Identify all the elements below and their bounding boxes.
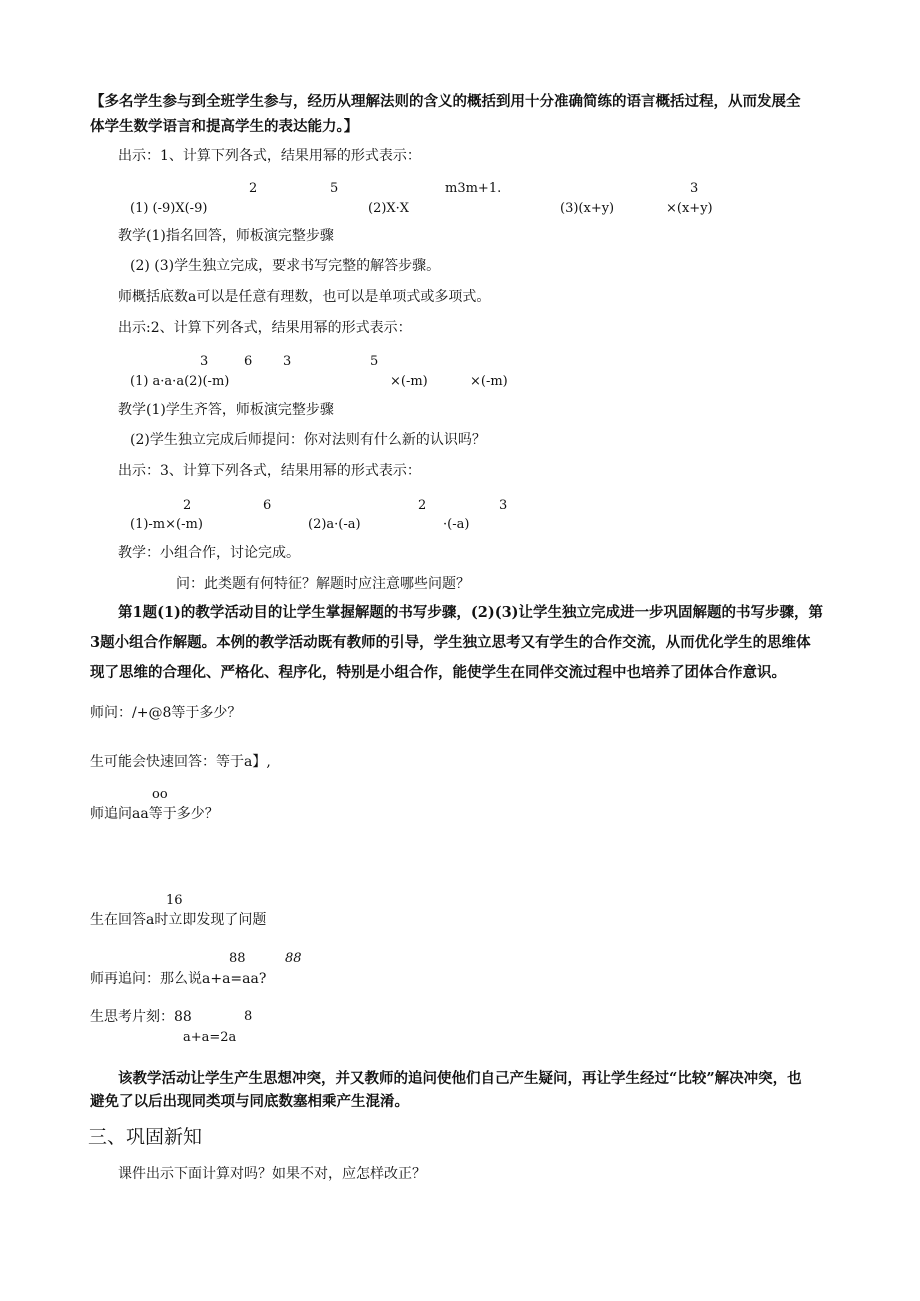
- exercise-3-exponent: 2: [418, 498, 427, 513]
- exercise-2-teaching-1: 教学(1)学生齐答，师板演完整步骤: [118, 402, 334, 418]
- intro-line-1: 【多名学生参与到全班学生参与，经历从理解法则的含义的概括到用十分准确简练的语言概括过程，从而发展全: [90, 93, 801, 110]
- exercise-2-exponent: 3: [283, 354, 292, 369]
- exercise-2-item-3: ×(-m): [470, 374, 508, 389]
- student-thinking: 生思考片刻：88: [90, 1009, 192, 1025]
- exercise-3-item-3: ·(-a): [443, 517, 470, 532]
- exercise-1-teaching-3: 师概括底数a可以是任意有理数，也可以是单项式或多项式。: [118, 289, 491, 305]
- exercise-2-exponent: 3: [200, 354, 209, 369]
- exercise-1-item-1: (1) (-9)X(-9): [130, 201, 208, 216]
- superscript-16: 16: [166, 893, 183, 908]
- exercise-3-exponent: 3: [499, 498, 508, 513]
- superscript-88: 88: [229, 951, 246, 966]
- exercise-1-exponent: 3: [690, 181, 699, 196]
- exercise-2-item-2: ×(-m): [390, 374, 428, 389]
- exercise-1-teaching-2: (2) (3)学生独立完成，要求书写完整的解答步骤。: [130, 258, 441, 274]
- exercise-2-exponent: 5: [370, 354, 379, 369]
- section-text: 课件出示下面计算对吗？如果不对，应怎样改正？: [118, 1166, 426, 1182]
- exercise-2-teaching-2: (2)学生独立完成后师提问：你对法则有什么新的认识吗？: [130, 432, 486, 448]
- student-answer-1: 生可能会快速回答：等于a】,: [90, 754, 271, 770]
- conclusion-line-2: 避免了以后出现同类项与同底数塞相乘产生混淆。: [90, 1093, 409, 1110]
- commentary-line-2: 3题小组合作解题。本例的教学活动既有教师的引导，学生独立思考又有学生的合作交流，从而优化学生的思维体: [90, 634, 811, 651]
- exercise-1-teaching-1: 教学(1)指名回答，师板演完整步骤: [118, 228, 334, 244]
- exercise-2-title: 出示:2、计算下列各式，结果用幂的形式表示：: [118, 320, 412, 336]
- exercise-1-item-3: (3)(x+y): [560, 201, 615, 216]
- exercise-1-item-4: ×(x+y): [666, 201, 713, 216]
- exercise-1-item-2: (2)X·X: [368, 201, 410, 216]
- exercise-3-exponent: 2: [183, 498, 192, 513]
- exercise-1-exponent: 5: [330, 181, 339, 196]
- exercise-1-exponent: 2: [249, 181, 258, 196]
- exercise-3-item-2: (2)a·(-a): [308, 517, 361, 532]
- exercise-2-item-1: (1) a·a·a(2)(-m): [130, 374, 230, 389]
- exercise-2-exponent: 6: [244, 354, 253, 369]
- exercise-3-item-1: (1)-m×(-m): [130, 517, 203, 532]
- teacher-question-1: 师问：/+@8等于多少？: [90, 705, 242, 721]
- commentary-line-3: 现了思维的合理化、严格化、程序化，特别是小组合作，能使学生在同伴交流过程中也培养了团体合作意识。: [90, 664, 786, 681]
- equation-a-plus-a: a+a=2a: [183, 1030, 237, 1045]
- exercise-3-teaching-2: 问：此类题有何特征？解题时应注意哪些问题？: [176, 576, 470, 592]
- exercise-3-title: 出示：3、计算下列各式，结果用幂的形式表示：: [118, 463, 421, 479]
- student-answer-2: 生在回答a时立即发现了问题: [90, 912, 267, 928]
- superscript-oo: oo: [152, 787, 168, 802]
- superscript-88: 88: [285, 951, 302, 966]
- exercise-1-title: 出示：1、计算下列各式，结果用幂的形式表示：: [118, 148, 421, 164]
- section-heading: 三、巩固新知: [88, 1126, 203, 1148]
- conclusion-line-1: 该教学活动让学生产生思想冲突，并又教师的追问使他们自己产生疑问，再让学生经过“比较”解决冲突，也: [118, 1070, 802, 1087]
- teacher-question-2: 师追问aa等于多少？: [90, 806, 219, 822]
- superscript-8: 8: [244, 1009, 253, 1024]
- teacher-question-3: 师再追问：那么说a+a=aa?: [90, 971, 267, 987]
- exercise-3-exponent: 6: [263, 498, 272, 513]
- exercise-1-exponent: m3m+1.: [445, 181, 502, 196]
- commentary-line-1: 第1题(1)的教学活动目的让学生掌握解题的书写步骤，(2)(3)让学生独立完成进一步巩固解题的书写步骤，第: [118, 604, 824, 621]
- intro-line-2: 体学生数学语言和提高学生的表达能力。】: [90, 118, 359, 135]
- exercise-3-teaching-1: 教学：小组合作，讨论完成。: [118, 545, 300, 561]
